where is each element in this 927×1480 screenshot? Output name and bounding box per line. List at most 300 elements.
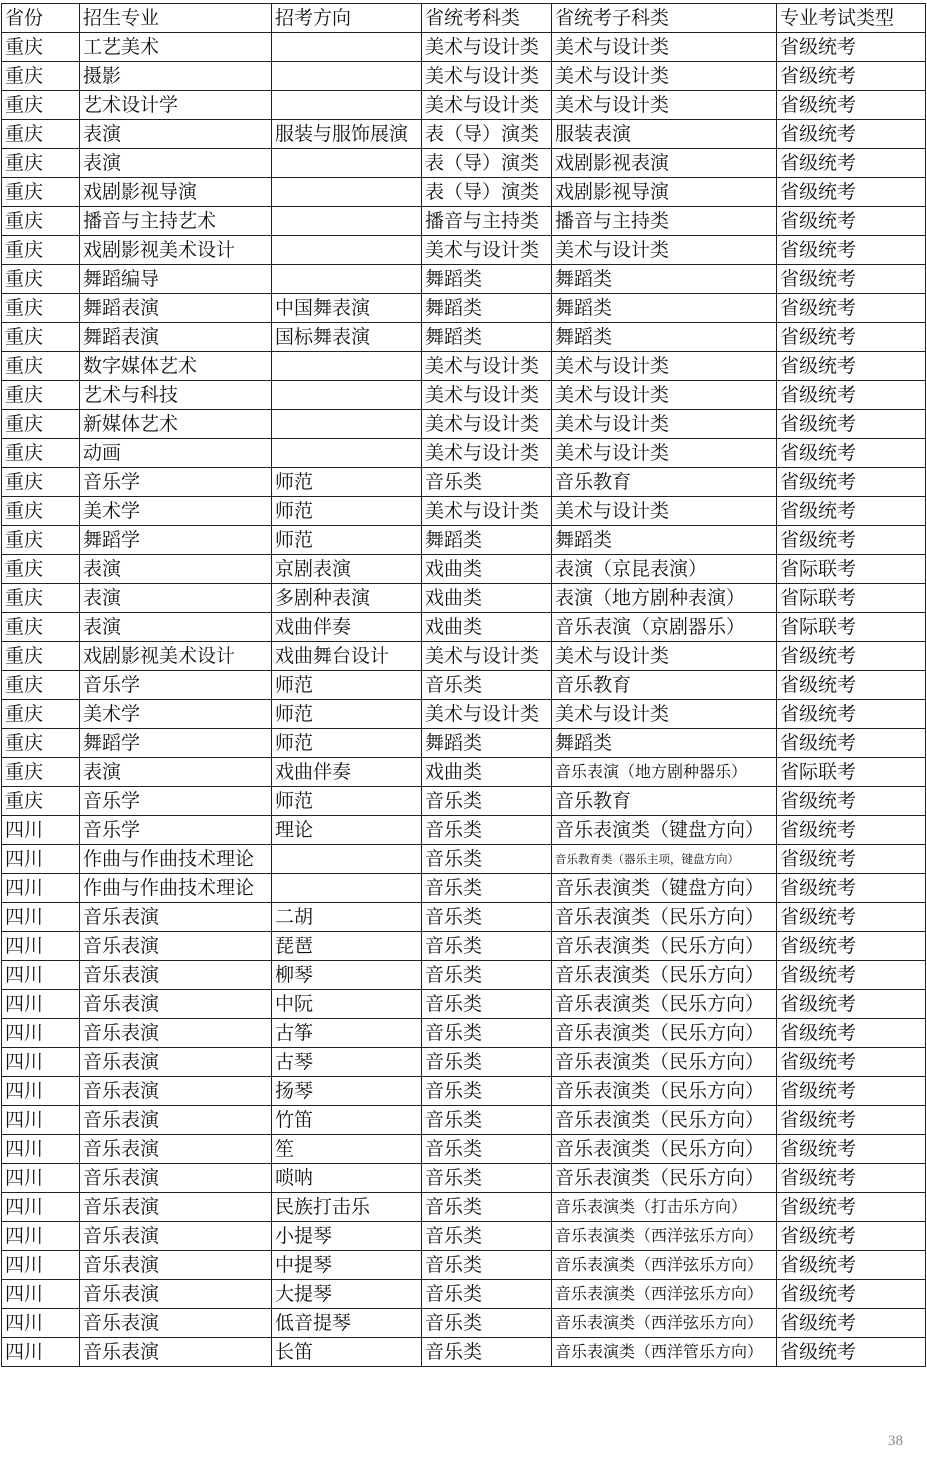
direction-cell: 古琴 — [272, 1048, 422, 1077]
subcategory-cell: 音乐表演类（民乐方向） — [552, 1019, 777, 1048]
province-cell: 四川 — [2, 961, 80, 990]
province-cell: 四川 — [2, 1280, 80, 1309]
subcategory-cell: 美术与设计类 — [552, 33, 777, 62]
province-cell: 四川 — [2, 845, 80, 874]
province-cell: 四川 — [2, 1048, 80, 1077]
direction-cell: 琵琶 — [272, 932, 422, 961]
subcategory-cell: 舞蹈类 — [552, 323, 777, 352]
province-cell: 重庆 — [2, 613, 80, 642]
table-row — [2, 1338, 926, 1367]
province-cell: 四川 — [2, 932, 80, 961]
major-cell: 音乐学 — [80, 787, 272, 816]
province-cell: 四川 — [2, 1222, 80, 1251]
province-cell: 四川 — [2, 1019, 80, 1048]
category-cell: 戏曲类 — [422, 613, 552, 642]
category-cell: 音乐类 — [422, 990, 552, 1019]
major-cell: 作曲与作曲技术理论 — [80, 874, 272, 903]
category-cell: 音乐类 — [422, 1077, 552, 1106]
province-cell: 四川 — [2, 1338, 80, 1367]
table-row — [2, 932, 926, 961]
province-cell: 重庆 — [2, 671, 80, 700]
province-cell: 重庆 — [2, 294, 80, 323]
major-cell: 戏剧影视美术设计 — [80, 236, 272, 265]
province-cell: 四川 — [2, 1309, 80, 1338]
exam-type-cell: 省级统考 — [777, 91, 926, 120]
subcategory-cell: 音乐表演类（民乐方向） — [552, 1135, 777, 1164]
category-cell: 音乐类 — [422, 961, 552, 990]
category-cell: 舞蹈类 — [422, 526, 552, 555]
exam-type-cell: 省级统考 — [777, 468, 926, 497]
table-row — [2, 120, 926, 149]
major-cell: 戏剧影视美术设计 — [80, 642, 272, 671]
table-row — [2, 787, 926, 816]
category-cell: 美术与设计类 — [422, 236, 552, 265]
table-row — [2, 990, 926, 1019]
major-cell: 音乐表演 — [80, 1164, 272, 1193]
exam-type-cell: 省级统考 — [777, 294, 926, 323]
province-cell: 重庆 — [2, 439, 80, 468]
admissions-table — [1, 3, 926, 1367]
subcategory-cell: 音乐表演类（西洋弦乐方向） — [552, 1309, 777, 1338]
header-major: 招生专业 — [80, 4, 272, 33]
subcategory-cell: 音乐表演类（民乐方向） — [552, 1048, 777, 1077]
direction-cell: 师范 — [272, 787, 422, 816]
subcategory-cell: 美术与设计类 — [552, 410, 777, 439]
direction-cell: 师范 — [272, 700, 422, 729]
category-cell: 音乐类 — [422, 1135, 552, 1164]
category-cell: 播音与主持类 — [422, 207, 552, 236]
table-row — [2, 642, 926, 671]
direction-cell: 师范 — [272, 729, 422, 758]
exam-type-cell: 省级统考 — [777, 526, 926, 555]
major-cell: 新媒体艺术 — [80, 410, 272, 439]
province-cell: 四川 — [2, 990, 80, 1019]
table-row — [2, 1048, 926, 1077]
table-row — [2, 381, 926, 410]
exam-type-cell: 省级统考 — [777, 265, 926, 294]
exam-type-cell: 省级统考 — [777, 729, 926, 758]
exam-type-cell: 省级统考 — [777, 1106, 926, 1135]
table-row — [2, 613, 926, 642]
subcategory-cell: 音乐表演类（打击乐方向） — [552, 1193, 777, 1222]
exam-type-cell: 省级统考 — [777, 1193, 926, 1222]
exam-type-cell: 省级统考 — [777, 932, 926, 961]
subcategory-cell: 音乐表演类（西洋弦乐方向） — [552, 1251, 777, 1280]
table-row — [2, 845, 926, 874]
exam-type-cell: 省级统考 — [777, 787, 926, 816]
major-cell: 音乐表演 — [80, 1309, 272, 1338]
major-cell: 音乐表演 — [80, 1280, 272, 1309]
subcategory-cell: 美术与设计类 — [552, 236, 777, 265]
subcategory-cell: 音乐教育类（器乐主项，键盘方向） — [552, 845, 777, 874]
province-cell: 重庆 — [2, 497, 80, 526]
major-cell: 表演 — [80, 149, 272, 178]
direction-cell: 戏曲伴奏 — [272, 758, 422, 787]
province-cell: 重庆 — [2, 381, 80, 410]
province-cell: 重庆 — [2, 700, 80, 729]
major-cell: 数字媒体艺术 — [80, 352, 272, 381]
table-row — [2, 1019, 926, 1048]
subcategory-cell: 音乐表演类（民乐方向） — [552, 990, 777, 1019]
direction-cell — [272, 265, 422, 294]
subcategory-cell: 美术与设计类 — [552, 62, 777, 91]
table-row — [2, 468, 926, 497]
direction-cell: 唢呐 — [272, 1164, 422, 1193]
province-cell: 四川 — [2, 1135, 80, 1164]
category-cell: 美术与设计类 — [422, 642, 552, 671]
major-cell: 音乐表演 — [80, 1106, 272, 1135]
category-cell: 表（导）演类 — [422, 120, 552, 149]
exam-type-cell: 省级统考 — [777, 381, 926, 410]
province-cell: 重庆 — [2, 729, 80, 758]
direction-cell: 师范 — [272, 468, 422, 497]
table-row — [2, 961, 926, 990]
table-row — [2, 236, 926, 265]
major-cell: 表演 — [80, 555, 272, 584]
category-cell: 舞蹈类 — [422, 729, 552, 758]
exam-type-cell: 省际联考 — [777, 613, 926, 642]
subcategory-cell: 音乐表演类（民乐方向） — [552, 903, 777, 932]
major-cell: 表演 — [80, 584, 272, 613]
header-direction: 招考方向 — [272, 4, 422, 33]
category-cell: 音乐类 — [422, 1019, 552, 1048]
table-row — [2, 149, 926, 178]
province-cell: 重庆 — [2, 265, 80, 294]
province-cell: 重庆 — [2, 555, 80, 584]
major-cell: 音乐表演 — [80, 1019, 272, 1048]
subcategory-cell: 音乐教育 — [552, 468, 777, 497]
exam-type-cell: 省级统考 — [777, 874, 926, 903]
category-cell: 美术与设计类 — [422, 497, 552, 526]
table-row — [2, 1106, 926, 1135]
table-row — [2, 671, 926, 700]
table-row — [2, 1164, 926, 1193]
province-cell: 重庆 — [2, 149, 80, 178]
direction-cell: 大提琴 — [272, 1280, 422, 1309]
category-cell: 舞蹈类 — [422, 265, 552, 294]
category-cell: 音乐类 — [422, 787, 552, 816]
province-cell: 重庆 — [2, 323, 80, 352]
province-cell: 重庆 — [2, 236, 80, 265]
direction-cell: 民族打击乐 — [272, 1193, 422, 1222]
major-cell: 音乐表演 — [80, 1338, 272, 1367]
category-cell: 舞蹈类 — [422, 294, 552, 323]
subcategory-cell: 舞蹈类 — [552, 526, 777, 555]
table-row — [2, 1309, 926, 1338]
category-cell: 美术与设计类 — [422, 439, 552, 468]
exam-type-cell: 省级统考 — [777, 323, 926, 352]
province-cell: 重庆 — [2, 642, 80, 671]
major-cell: 音乐学 — [80, 816, 272, 845]
table-row — [2, 33, 926, 62]
category-cell: 音乐类 — [422, 1251, 552, 1280]
province-cell: 重庆 — [2, 468, 80, 497]
exam-type-cell: 省级统考 — [777, 845, 926, 874]
subcategory-cell: 美术与设计类 — [552, 439, 777, 468]
subcategory-cell: 表演（京昆表演） — [552, 555, 777, 584]
exam-type-cell: 省级统考 — [777, 1222, 926, 1251]
subcategory-cell: 美术与设计类 — [552, 497, 777, 526]
subcategory-cell: 音乐表演类（西洋管乐方向） — [552, 1338, 777, 1367]
exam-type-cell: 省级统考 — [777, 990, 926, 1019]
table-row — [2, 1251, 926, 1280]
category-cell: 音乐类 — [422, 932, 552, 961]
subcategory-cell: 音乐表演类（西洋弦乐方向） — [552, 1222, 777, 1251]
province-cell: 重庆 — [2, 120, 80, 149]
category-cell: 音乐类 — [422, 1164, 552, 1193]
table-header-row — [2, 4, 926, 33]
table-row — [2, 62, 926, 91]
subcategory-cell: 音乐表演（地方剧种器乐） — [552, 758, 777, 787]
exam-type-cell: 省级统考 — [777, 903, 926, 932]
table-row — [2, 555, 926, 584]
province-cell: 重庆 — [2, 178, 80, 207]
exam-type-cell: 省级统考 — [777, 207, 926, 236]
header-exam-type: 专业考试类型 — [777, 4, 926, 33]
direction-cell: 国标舞表演 — [272, 323, 422, 352]
category-cell: 戏曲类 — [422, 758, 552, 787]
major-cell: 音乐表演 — [80, 1077, 272, 1106]
subcategory-cell: 音乐表演类（民乐方向） — [552, 932, 777, 961]
table-row — [2, 874, 926, 903]
direction-cell: 戏曲伴奏 — [272, 613, 422, 642]
exam-type-cell: 省级统考 — [777, 1309, 926, 1338]
direction-cell — [272, 236, 422, 265]
subcategory-cell: 音乐教育 — [552, 787, 777, 816]
exam-type-cell: 省级统考 — [777, 642, 926, 671]
category-cell: 戏曲类 — [422, 584, 552, 613]
exam-type-cell: 省级统考 — [777, 410, 926, 439]
direction-cell: 低音提琴 — [272, 1309, 422, 1338]
exam-type-cell: 省级统考 — [777, 1280, 926, 1309]
category-cell: 戏曲类 — [422, 555, 552, 584]
exam-type-cell: 省级统考 — [777, 1338, 926, 1367]
header-province: 省份 — [2, 4, 80, 33]
subcategory-cell: 表演（地方剧种表演） — [552, 584, 777, 613]
major-cell: 表演 — [80, 613, 272, 642]
exam-type-cell: 省级统考 — [777, 497, 926, 526]
major-cell: 动画 — [80, 439, 272, 468]
province-cell: 重庆 — [2, 787, 80, 816]
major-cell: 工艺美术 — [80, 33, 272, 62]
category-cell: 音乐类 — [422, 1280, 552, 1309]
major-cell: 音乐学 — [80, 468, 272, 497]
province-cell: 四川 — [2, 1077, 80, 1106]
direction-cell — [272, 178, 422, 207]
direction-cell — [272, 410, 422, 439]
exam-type-cell: 省级统考 — [777, 1019, 926, 1048]
exam-type-cell: 省级统考 — [777, 62, 926, 91]
direction-cell: 师范 — [272, 671, 422, 700]
major-cell: 表演 — [80, 758, 272, 787]
major-cell: 美术学 — [80, 700, 272, 729]
subcategory-cell: 播音与主持类 — [552, 207, 777, 236]
subcategory-cell: 舞蹈类 — [552, 729, 777, 758]
category-cell: 美术与设计类 — [422, 33, 552, 62]
direction-cell: 师范 — [272, 497, 422, 526]
table-row — [2, 323, 926, 352]
direction-cell: 古筝 — [272, 1019, 422, 1048]
major-cell: 音乐学 — [80, 671, 272, 700]
category-cell: 音乐类 — [422, 1338, 552, 1367]
subcategory-cell: 音乐表演类（民乐方向） — [552, 1164, 777, 1193]
table-row — [2, 1193, 926, 1222]
exam-type-cell: 省级统考 — [777, 33, 926, 62]
direction-cell: 二胡 — [272, 903, 422, 932]
subcategory-cell: 舞蹈类 — [552, 265, 777, 294]
category-cell: 音乐类 — [422, 1106, 552, 1135]
direction-cell: 中阮 — [272, 990, 422, 1019]
exam-type-cell: 省级统考 — [777, 1164, 926, 1193]
exam-type-cell: 省级统考 — [777, 236, 926, 265]
major-cell: 音乐表演 — [80, 1135, 272, 1164]
direction-cell: 竹笛 — [272, 1106, 422, 1135]
category-cell: 音乐类 — [422, 874, 552, 903]
exam-type-cell: 省级统考 — [777, 700, 926, 729]
subcategory-cell: 美术与设计类 — [552, 91, 777, 120]
table-row — [2, 439, 926, 468]
header-exam-category: 省统考科类 — [422, 4, 552, 33]
table-row — [2, 1280, 926, 1309]
province-cell: 重庆 — [2, 352, 80, 381]
province-cell: 四川 — [2, 1106, 80, 1135]
subcategory-cell: 戏剧影视导演 — [552, 178, 777, 207]
exam-type-cell: 省级统考 — [777, 149, 926, 178]
table-body — [2, 33, 926, 1367]
exam-type-cell: 省级统考 — [777, 178, 926, 207]
direction-cell — [272, 439, 422, 468]
subcategory-cell: 服装表演 — [552, 120, 777, 149]
table-row — [2, 294, 926, 323]
category-cell: 表（导）演类 — [422, 149, 552, 178]
exam-type-cell: 省级统考 — [777, 816, 926, 845]
table-row — [2, 1135, 926, 1164]
direction-cell: 扬琴 — [272, 1077, 422, 1106]
direction-cell — [272, 381, 422, 410]
subcategory-cell: 音乐教育 — [552, 671, 777, 700]
direction-cell — [272, 149, 422, 178]
category-cell: 表（导）演类 — [422, 178, 552, 207]
direction-cell — [272, 62, 422, 91]
exam-type-cell: 省级统考 — [777, 439, 926, 468]
direction-cell: 理论 — [272, 816, 422, 845]
province-cell: 四川 — [2, 1193, 80, 1222]
category-cell: 音乐类 — [422, 845, 552, 874]
direction-cell: 多剧种表演 — [272, 584, 422, 613]
category-cell: 舞蹈类 — [422, 323, 552, 352]
major-cell: 艺术设计学 — [80, 91, 272, 120]
exam-type-cell: 省级统考 — [777, 1077, 926, 1106]
exam-type-cell: 省级统考 — [777, 961, 926, 990]
table-row — [2, 1077, 926, 1106]
table-row — [2, 91, 926, 120]
subcategory-cell: 美术与设计类 — [552, 381, 777, 410]
direction-cell: 柳琴 — [272, 961, 422, 990]
exam-type-cell: 省级统考 — [777, 1135, 926, 1164]
province-cell: 四川 — [2, 1251, 80, 1280]
major-cell: 音乐表演 — [80, 961, 272, 990]
table-row — [2, 1222, 926, 1251]
major-cell: 音乐表演 — [80, 1048, 272, 1077]
direction-cell — [272, 207, 422, 236]
exam-type-cell: 省际联考 — [777, 584, 926, 613]
table-row — [2, 410, 926, 439]
table-row — [2, 816, 926, 845]
major-cell: 舞蹈表演 — [80, 323, 272, 352]
exam-type-cell: 省级统考 — [777, 1251, 926, 1280]
province-cell: 四川 — [2, 1164, 80, 1193]
exam-type-cell: 省级统考 — [777, 120, 926, 149]
subcategory-cell: 美术与设计类 — [552, 352, 777, 381]
major-cell: 舞蹈学 — [80, 526, 272, 555]
subcategory-cell: 音乐表演类（民乐方向） — [552, 1106, 777, 1135]
province-cell: 重庆 — [2, 584, 80, 613]
table-row — [2, 758, 926, 787]
category-cell: 美术与设计类 — [422, 352, 552, 381]
category-cell: 音乐类 — [422, 468, 552, 497]
table-row — [2, 584, 926, 613]
subcategory-cell: 音乐表演（京剧器乐） — [552, 613, 777, 642]
table-row — [2, 497, 926, 526]
table-row — [2, 903, 926, 932]
major-cell: 舞蹈编导 — [80, 265, 272, 294]
subcategory-cell: 音乐表演类（民乐方向） — [552, 961, 777, 990]
direction-cell: 小提琴 — [272, 1222, 422, 1251]
major-cell: 音乐表演 — [80, 990, 272, 1019]
major-cell: 音乐表演 — [80, 1251, 272, 1280]
direction-cell: 中国舞表演 — [272, 294, 422, 323]
direction-cell: 戏曲舞台设计 — [272, 642, 422, 671]
category-cell: 美术与设计类 — [422, 62, 552, 91]
province-cell: 重庆 — [2, 410, 80, 439]
major-cell: 艺术与科技 — [80, 381, 272, 410]
category-cell: 美术与设计类 — [422, 381, 552, 410]
subcategory-cell: 音乐表演类（民乐方向） — [552, 1077, 777, 1106]
direction-cell — [272, 33, 422, 62]
subcategory-cell: 美术与设计类 — [552, 642, 777, 671]
subcategory-cell: 音乐表演类（键盘方向） — [552, 874, 777, 903]
table-row — [2, 352, 926, 381]
direction-cell — [272, 91, 422, 120]
subcategory-cell: 戏剧影视表演 — [552, 149, 777, 178]
table-row — [2, 526, 926, 555]
table-row — [2, 729, 926, 758]
page-number: 38 — [888, 1433, 903, 1449]
direction-cell — [272, 352, 422, 381]
exam-type-cell: 省级统考 — [777, 352, 926, 381]
table-row — [2, 207, 926, 236]
exam-type-cell: 省级统考 — [777, 671, 926, 700]
category-cell: 音乐类 — [422, 816, 552, 845]
category-cell: 音乐类 — [422, 1193, 552, 1222]
major-cell: 音乐表演 — [80, 1193, 272, 1222]
table-row — [2, 700, 926, 729]
major-cell: 美术学 — [80, 497, 272, 526]
province-cell: 四川 — [2, 874, 80, 903]
category-cell: 音乐类 — [422, 671, 552, 700]
major-cell: 戏剧影视导演 — [80, 178, 272, 207]
category-cell: 音乐类 — [422, 1048, 552, 1077]
major-cell: 舞蹈学 — [80, 729, 272, 758]
category-cell: 美术与设计类 — [422, 91, 552, 120]
major-cell: 舞蹈表演 — [80, 294, 272, 323]
exam-type-cell: 省际联考 — [777, 758, 926, 787]
province-cell: 四川 — [2, 903, 80, 932]
direction-cell: 师范 — [272, 526, 422, 555]
major-cell: 摄影 — [80, 62, 272, 91]
category-cell: 音乐类 — [422, 903, 552, 932]
province-cell: 四川 — [2, 816, 80, 845]
